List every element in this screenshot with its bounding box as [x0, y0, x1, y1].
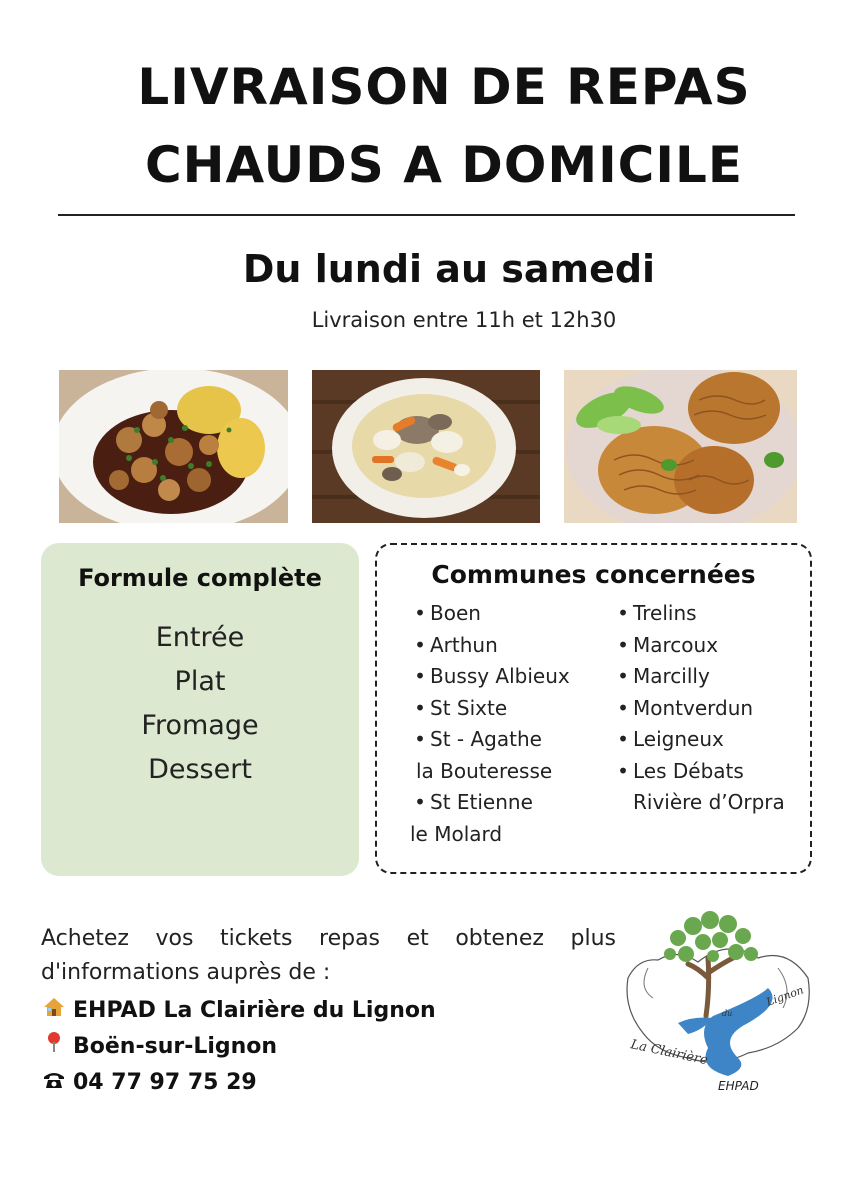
commune-item: • Marcilly — [617, 664, 710, 688]
page-title — [0, 48, 848, 204]
commune-item: • St Etienne — [414, 790, 533, 814]
commune-item-continued: le Molard — [410, 821, 503, 846]
title-line-1: LIVRAISON DE REPAS — [137, 58, 751, 116]
contact-city-row — [41, 1029, 277, 1065]
logo-text-left: La Clairière — [629, 1037, 710, 1069]
logo-text-bottom: EHPAD — [718, 1079, 759, 1093]
commune-item: • St - Agathe — [414, 727, 542, 751]
house-icon — [41, 993, 67, 1029]
delivery-days: Du lundi au samedi — [242, 247, 656, 291]
commune-item: • Trelins — [617, 601, 697, 625]
dish-photo-blanquette — [312, 370, 540, 523]
menu-item: Entrée — [155, 622, 245, 653]
commune-item: • Les Débats — [617, 758, 744, 783]
info-text-line-1: Achetez vos tickets repas et obtenez plus — [41, 926, 616, 951]
commune-item: • Leigneux — [617, 727, 724, 751]
menu-items — [41, 616, 359, 792]
commune-item: • Boen — [414, 601, 481, 625]
ehpad-logo — [618, 898, 818, 1098]
title-line-2: CHAUDS A DOMICILE — [144, 136, 743, 194]
dish-photo-rosti — [564, 370, 797, 523]
contact-name-row — [41, 993, 436, 1029]
delivery-hours: Livraison entre 11h et 12h30 — [311, 308, 617, 332]
commune-item: • Arthun — [414, 632, 498, 657]
commune-item: • Montverdun — [617, 695, 754, 720]
contact-city: Boën-sur-Lignon — [73, 1034, 278, 1059]
commune-item: • Bussy Albieux — [414, 664, 570, 688]
menu-title: Formule complète — [78, 564, 322, 592]
menu-item: Dessert — [148, 754, 252, 785]
communes-right-column — [613, 598, 785, 819]
info-text-line-2: d'informations auprès de : — [41, 960, 331, 985]
commune-item-continued: Rivière d’Orpra — [633, 790, 785, 814]
logo-text-right: Lignon — [764, 983, 806, 1009]
divider — [58, 214, 795, 216]
contact-phone: 04 77 97 75 29 — [73, 1070, 257, 1095]
logo-text-mid: du — [722, 1009, 733, 1018]
menu-item: Fromage — [141, 710, 259, 741]
communes-title: Communes concernées — [431, 560, 756, 589]
commune-item: • St Sixte — [414, 695, 508, 720]
communes-left-column — [410, 598, 570, 850]
menu-item: Plat — [174, 666, 226, 697]
pin-icon — [41, 1029, 67, 1065]
contact-name: EHPAD La Clairière du Lignon — [73, 998, 436, 1023]
dish-photo-stew — [59, 370, 288, 523]
commune-item: • Marcoux — [617, 632, 719, 657]
commune-item-continued: la Bouteresse — [416, 758, 553, 783]
contact-phone-row — [41, 1065, 257, 1101]
phone-icon — [41, 1065, 67, 1101]
